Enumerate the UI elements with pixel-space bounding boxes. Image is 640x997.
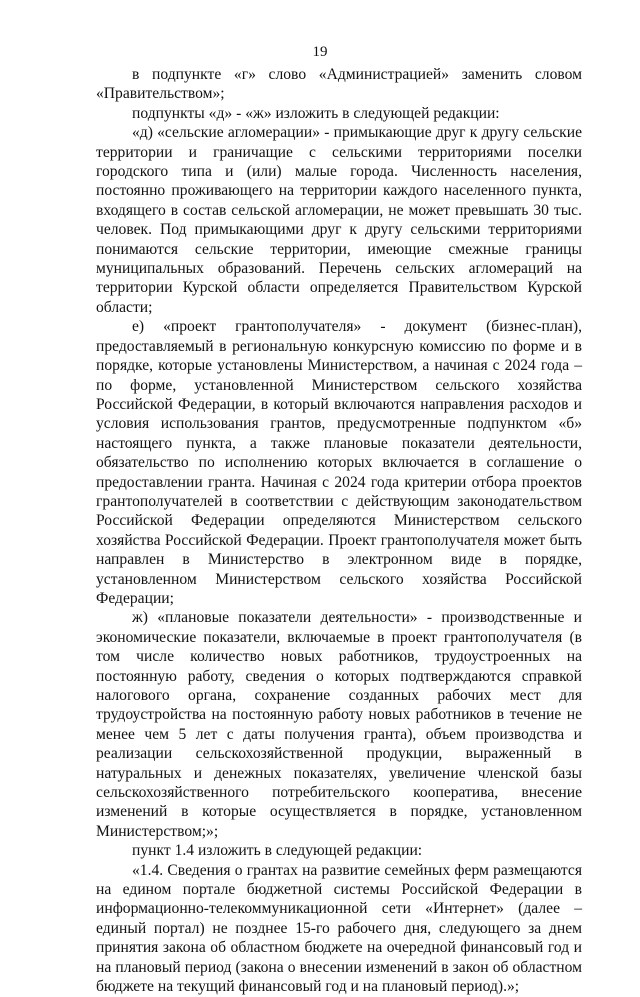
page-number: 19 <box>312 44 328 60</box>
paragraph-subpoint-d-rural-agglomerations: «д) «сельские агломерации» - примыкающие друг к другу сельские территории и граничащие с сельскими территориями поселки городского типа и (или) малые города. Численность населения, постоянно проживающего на территории каждого населенного пункта, входящего в состав сельской агломерации, не может превышать 30 тыс. человек. Под примыкающими друг к другу сельскими территориями понимаются сельские территории, имеющие смежные границы муниципальных образований. Перечень сельских агломераций на территории Курской области определяется Правительством Курской области; <box>96 124 582 316</box>
paragraph-subpoint-zh-planned-indicators: ж) «плановые показатели деятельности» - производственные и экономические показатели, включаемые в проект грантополучателя (в том числе количество новых работников, трудоустроенных на постоянную работу, сведения о которых подтверждаются справкой налогового органа, сохранение созданных рабочих мест для трудоустройства на постоянную работу новых работников в течение не менее чем 5 лет с даты получения гранта), объем производства и реализации сельскохозяйственной продукции, выраженный в натуральных и денежных показателях, увеличение членской базы сельскохозяйственного потребительского кооператива, внесение изменений в которые осуществляется в порядке, установленном Министерством;»; <box>96 609 582 840</box>
paragraph-subpoints-d-zh-intro: подпункты «д» - «ж» изложить в следующей редакции: <box>132 104 500 122</box>
paragraph-point-1-4-text: «1.4. Сведения о грантах на развитие семейных ферм размещаются на едином портале бюджетной системы Российской Федерации в информационно-телекоммуникационной сети «Интернет» (далее – единый портал) не позднее 15-го рабочего дня, следующего за днем принятия закона об областном бюджете на очередной финансовый год и на плановый период (закона о внесении изменений в закон об областном бюджете на текущий финансовый год и на плановый период).»; <box>96 861 582 996</box>
document-body <box>96 65 582 997</box>
paragraph-subpoint-e-grantee-project: е) «проект грантополучателя» - документ (бизнес-план), предоставляемый в региональную конкурсную комиссию по форме и в порядке, которые установлены Министерством, а начиная с 2024 года – по форме, установленной Министерством сельского хозяйства Российской Федерации, в который включаются направления расходов и условия использования грантов, предусмотренные подпунктом «б» настоящего пункта, а также плановые показатели деятельности, обязательство по исполнению которых включается в соглашение о предоставлении гранта. Начиная с 2024 года критерии отбора проектов грантополучателей в соответствии с действующим законодательством Российской Федерации определяются Министерством сельского хозяйства Российской Федерации. Проект грантополучателя может быть направлен в Министерство в электронном виде в порядке, установленном Министерством сельского хозяйства Российской Федерации; <box>96 318 582 607</box>
paragraph-subpoint-g-replacement: в подпункте «г» слово «Администрацией» заменить словом «Правительством»; <box>96 66 582 103</box>
paragraph-point-1-4-intro: пункт 1.4 изложить в следующей редакции: <box>132 842 423 860</box>
